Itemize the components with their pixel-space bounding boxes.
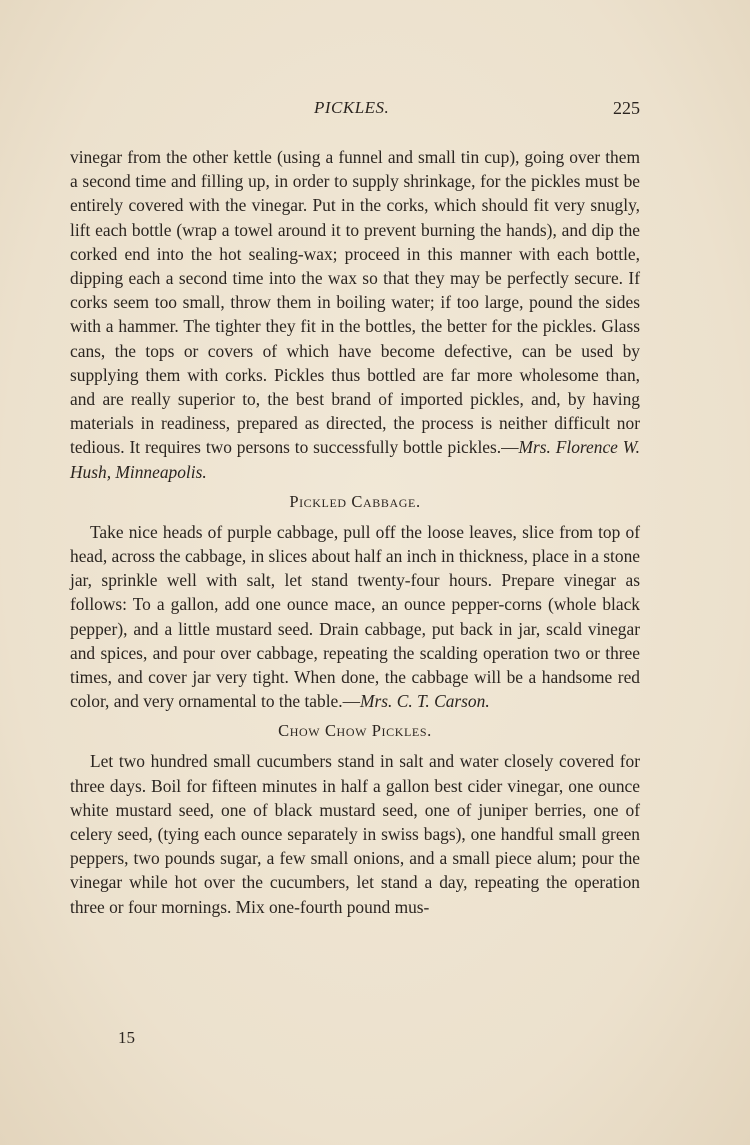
recipe-text: Let two hundred small cucumbers stand in salt and water closely covered for three days. Boil for fifteen minutes in half a gallon best cider vinegar, one ounce white mustard seed, one of black mustard seed, one of juniper berries, one of celery seed, (tying each ounce separately in swiss bags), one handful small green peppers, two pounds sugar, a few small onions, and a small piece alum; pour the vinegar while hot over the cucumbers, let stand a day, repeating the operation three or four mornings. Mix one-fourth pound mus- [70,751,640,917]
recipe-heading-chow-chow: Chow Chow Pickles. [278,721,432,741]
printer-signature-mark: 15 [118,1028,135,1047]
body-text [70,145,640,919]
continuation-signature: Mrs. Florence W. Hush, Minneapolis. [70,437,640,482]
running-title: PICKLES. [314,98,390,117]
recipe-text: Take nice heads of purple cabbage, pull off the loose leaves, slice from top of head, across the cabbage, in slices about half an inch in thickness, place in a stone jar, sprinkle well with salt, let stand twenty-four hours. Prepare vinegar as follows: To a gallon, add one ounce mace, an ounce pepper-corns (whole black pepper), and a little mustard seed. Drain cabbage, put back in jar, scald vinegar and spices, and pour over cabbage, repeating the scalding operation two or three times, and cover jar very tight. When done, the cabbage will be a handsome red color, and very ornamental to the table.— [70,521,640,712]
recipe-paragraph-pickled-cabbage [70,520,640,714]
recipe-paragraph-chow-chow [70,749,640,918]
recipe-heading-pickled-cabbage: Pickled Cabbage. [289,491,421,511]
running-head [70,98,640,126]
continuation-paragraph [70,145,640,484]
recipe-signature: Mrs. C. T. Carson. [360,691,490,712]
page-number: 225 [613,98,640,118]
continuation-text: vinegar from the other kettle (using a funnel and small tin cup), going over them a second time and filling up, in order to supply shrinkage, for the pickles must be entirely covered with the vinegar. Put in the corks, which should fit very snugly, lift each bottle (wrap a towel around it to prevent burning the hands), and dip the corked end into the hot sealing-wax; proceed in this manner with each bottle, dipping each a second time into the wax so that they may be perfectly secure. If corks seem too small, throw them in boiling water; if too large, pound the sides with a hammer. The tighter they fit in the bottles, the better for the pickles. Glass cans, the tops or covers of which have become defective, can be used by supplying them with corks. Pickles thus bottled are far more wholesome than, and are really superior to, the best brand of imported pickles, and, by having materials in readiness, prepared as directed, the process is neither difficult nor tedious. It requires two persons to successfully bottle pickles.— [70,147,640,458]
